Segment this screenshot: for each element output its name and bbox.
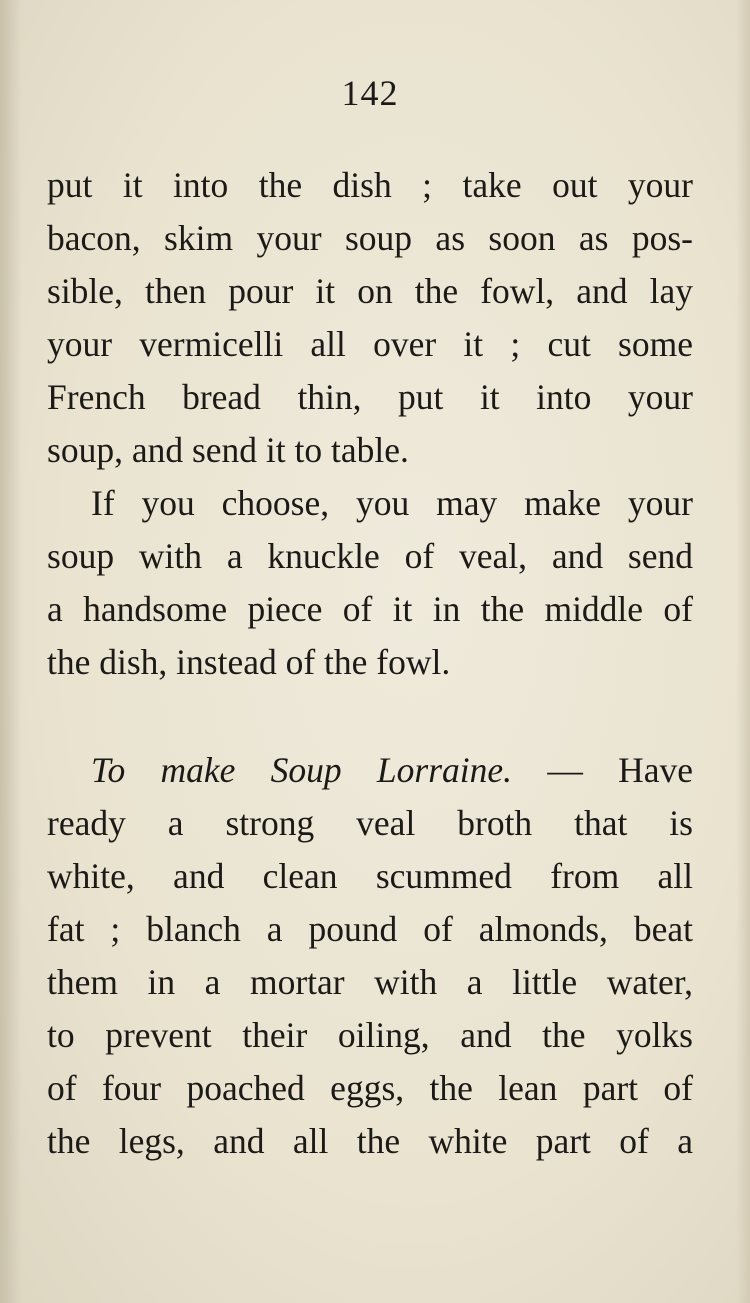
- text-line: soup, and send it to table.: [47, 430, 409, 470]
- recipe-title: To make Soup Lorraine.: [91, 750, 513, 790]
- text-line: put it into the dish ; take out your: [47, 165, 693, 205]
- text-line: ready a strong veal broth that is: [47, 803, 693, 843]
- text-line: white, and clean scummed from all: [47, 856, 693, 896]
- text-line: soup with a knuckle of veal, and send: [47, 536, 693, 576]
- page-number: 142: [341, 73, 399, 113]
- page-edge-shadow: [736, 0, 750, 1303]
- text-line: fat ; blanch a pound of almonds, beat: [47, 909, 693, 949]
- text-line: them in a mortar with a little water,: [47, 962, 693, 1002]
- recipe-first-line-text: — Have: [512, 750, 693, 790]
- text-line: a handsome piece of it in the middle of: [47, 589, 693, 629]
- recipe-heading-line: [47, 750, 693, 790]
- text-line: to prevent their oiling, and the yolks: [47, 1015, 693, 1055]
- text-line: the dish, instead of the fowl.: [47, 642, 451, 682]
- text-line: the legs, and all the white part of a: [47, 1121, 693, 1161]
- text-line: of four poached eggs, the lean part of: [47, 1068, 693, 1108]
- text-line: bacon, skim your soup as soon as pos-: [47, 218, 693, 258]
- text-line: French bread thin, put it into your: [47, 377, 693, 417]
- page-gutter-shadow: [0, 0, 22, 1303]
- text-line: your vermicelli all over it ; cut some: [47, 324, 693, 364]
- text-line: If you choose, you may make your: [91, 483, 693, 523]
- text-line: sible, then pour it on the fowl, and lay: [47, 271, 693, 311]
